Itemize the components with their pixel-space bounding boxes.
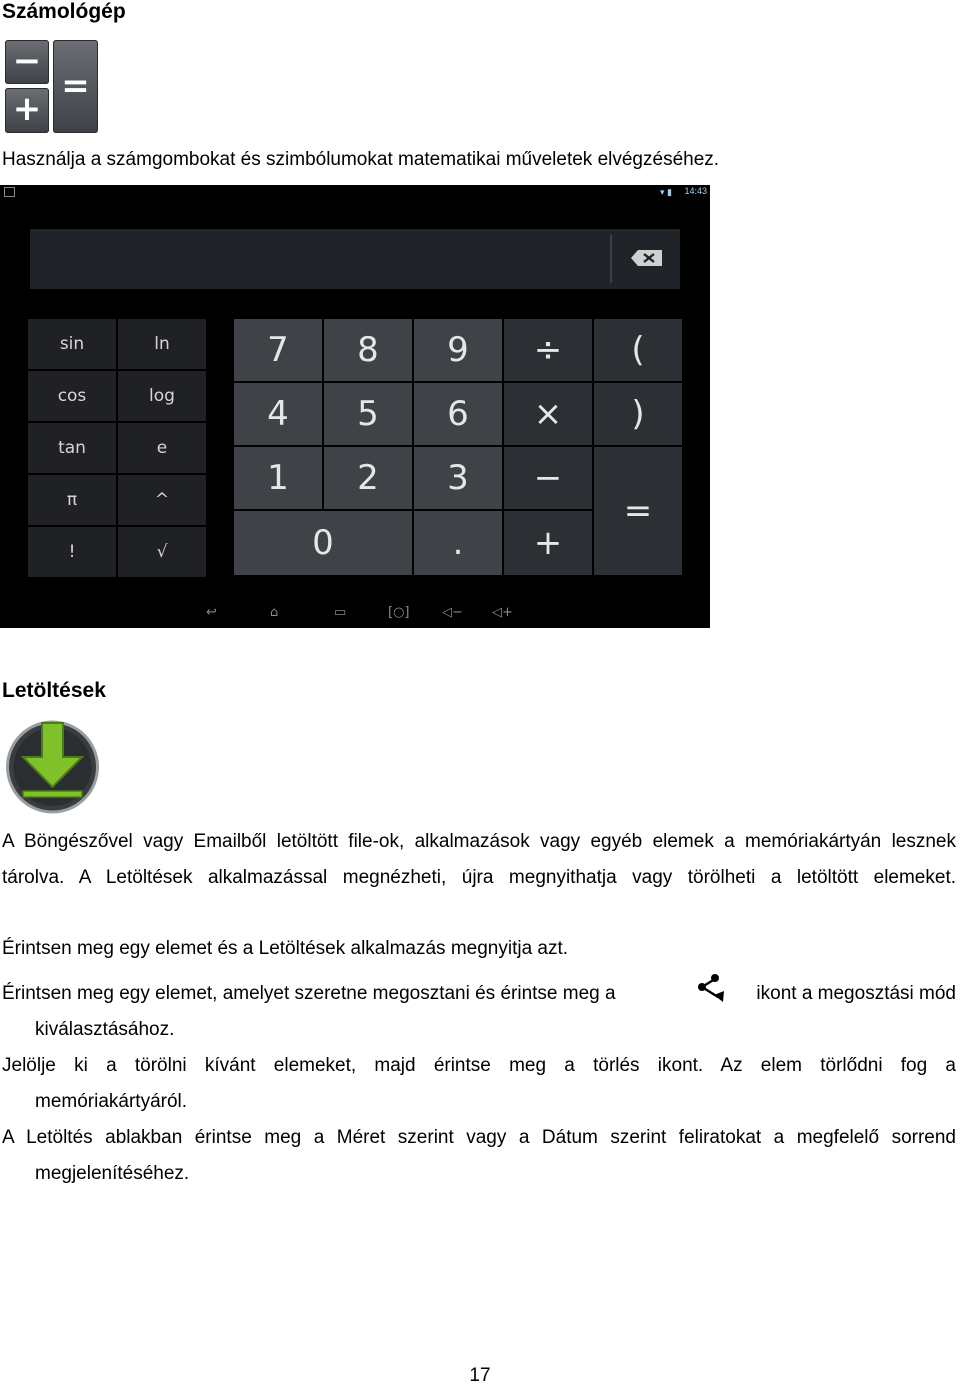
key-7[interactable]: 7 [234, 319, 322, 381]
key-pi[interactable]: π [28, 475, 116, 525]
key-5[interactable]: 5 [324, 383, 412, 445]
status-bar [0, 185, 710, 199]
notification-icon [4, 187, 15, 197]
downloads-paragraph-4a: Jelölje ki a törölni kívánt elemeket, majd érintse meg a törlés ikont. Az elem törlődni fog a [2, 1055, 956, 1076]
key-sin[interactable]: sin [28, 319, 116, 369]
backspace-icon[interactable] [630, 249, 664, 267]
key-e[interactable]: e [118, 423, 206, 473]
home-icon[interactable]: ⌂ [270, 605, 279, 620]
key-sqrt[interactable]: √ [118, 527, 206, 577]
downloads-paragraph-4b: memóriakártyáról. [35, 1091, 188, 1112]
key-tan[interactable]: tan [28, 423, 116, 473]
key-9[interactable]: 9 [414, 319, 502, 381]
key-multiply[interactable]: × [504, 383, 592, 445]
status-time: 14:43 [684, 186, 707, 196]
key-1[interactable]: 1 [234, 447, 322, 509]
key-plus[interactable]: + [504, 511, 592, 575]
section-title-calculator: Számológép [2, 0, 126, 23]
key-cos[interactable]: cos [28, 371, 116, 421]
key-power[interactable]: ^ [118, 475, 206, 525]
calculator-display[interactable] [30, 229, 680, 289]
downloads-paragraph-1: A Böngészővel vagy Emailből letöltött file-ok, alkalmazások vagy egyéb elemek a memóriakártyán lesznek tárolva. A Letöltések alkalmazással megnézheti, újra megnyithatja vagy törölheti a letöltött elemeket. [2, 831, 956, 888]
display-divider [610, 235, 612, 283]
key-factorial[interactable]: ! [28, 527, 116, 577]
key-0[interactable]: 0 [234, 511, 412, 575]
key-2[interactable]: 2 [324, 447, 412, 509]
share-icon [696, 973, 726, 1003]
key-ln[interactable]: ln [118, 319, 206, 369]
key-3[interactable]: 3 [414, 447, 502, 509]
downloads-paragraph-5a: A Letöltés ablakban érintse meg a Méret szerint vagy a Dátum szerint feliratokat a megfelelő sorrend [2, 1127, 956, 1148]
downloads-paragraph-2: Érintsen meg egy elemet és a Letöltések alkalmazás megnyitja azt. [2, 938, 569, 959]
calculator-app-icon: − + = [5, 40, 98, 133]
calculator-description: Használja a számgombokat és szimbólumokat matematikai műveletek elvégzéséhez. [2, 149, 720, 170]
downloads-paragraph-5b: megjelenítéséhez. [35, 1163, 190, 1184]
key-minus[interactable]: − [504, 447, 592, 509]
recent-apps-icon[interactable]: ▭ [334, 605, 347, 620]
key-4[interactable]: 4 [234, 383, 322, 445]
screenshot-icon[interactable]: [○] [388, 605, 410, 620]
page-number: 17 [469, 1365, 491, 1386]
back-icon[interactable]: ↩ [206, 605, 217, 620]
calculator-screenshot [0, 185, 710, 628]
key-equals[interactable]: = [594, 447, 682, 575]
key-log[interactable]: log [118, 371, 206, 421]
key-8[interactable]: 8 [324, 319, 412, 381]
section-title-downloads: Letöltések [2, 679, 106, 702]
numeric-keypad [234, 319, 682, 575]
navigation-bar [200, 605, 520, 627]
key-decimal[interactable]: . [414, 511, 502, 575]
volume-up-icon[interactable]: ◁+ [492, 605, 513, 620]
volume-down-icon[interactable]: ◁− [442, 605, 463, 620]
downloads-paragraph-3a: Érintsen meg egy elemet, amelyet szeretne megosztani és érintse meg a [2, 983, 616, 1004]
key-left-paren[interactable]: ( [594, 319, 682, 381]
key-divide[interactable]: ÷ [504, 319, 592, 381]
scientific-keypad [28, 319, 206, 575]
wifi-battery-icon: ▾ ▮ [660, 187, 672, 197]
downloads-paragraph-3c: kiválasztásához. [35, 1019, 175, 1040]
download-app-icon [6, 717, 99, 814]
downloads-paragraph-3b: ikont a megosztási mód [756, 983, 956, 1004]
key-right-paren[interactable]: ) [594, 383, 682, 445]
key-6[interactable]: 6 [414, 383, 502, 445]
